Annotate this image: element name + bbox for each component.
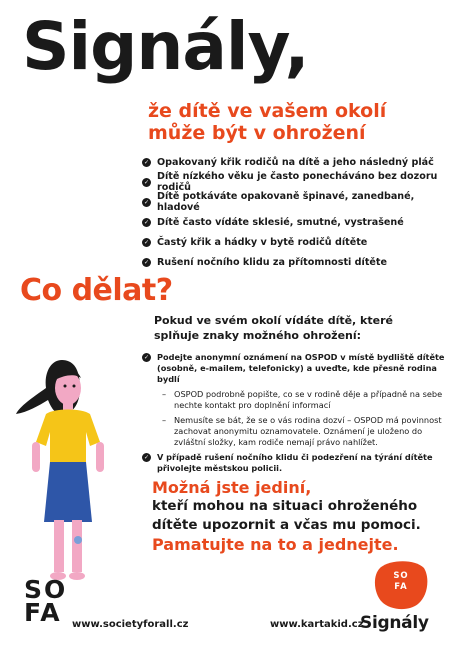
signs-list [142, 152, 454, 272]
list-item: ✓ Opakovaný křik rodičů na dítě a jeho následný pláč [143, 156, 434, 168]
closing-message [152, 478, 452, 554]
step-police [142, 452, 454, 474]
girl-illustration [10, 352, 140, 582]
list-item: – Nemusíte se bát, že se o vás rodina dozví – OSPOD má povinnost zachovat anonymitu oznamovatele. Oznámení je uloženo do zvláštní složky, kam rodiče nemají právo nahlížet. [162, 415, 442, 447]
url-societyforall[interactable]: www.societyforall.cz [72, 619, 189, 630]
steps [142, 352, 454, 474]
poster-subtitle: že dítě ve vašem okolí může být v ohrožení [148, 100, 387, 144]
sofa-badge-text: SO FA [393, 571, 409, 592]
what-to-do-lead: Pokud ve svém okolí vídáte dítě, které splňuje znaky možného ohrožení: [154, 314, 393, 342]
dash-glyph: – [162, 415, 167, 425]
dash-glyph: – [162, 389, 167, 399]
check-circle-icon: ✓ [143, 258, 150, 266]
step-police-text: V případě rušení nočního klidu či podezření na týrání dítěte přivolejte městskou policii. [157, 452, 433, 473]
list-item: ✓ Dítě často vídáte sklesié, smutné, vystrašené [143, 216, 404, 228]
poster-title: Signály, [22, 8, 309, 85]
closing-line-2: kteří mohou na situaci ohroženého dítěte upozornit a včas mu pomoci. [152, 498, 421, 533]
check-circle-icon: ✓ [143, 198, 150, 206]
closing-line-1: Možná jste jediní, [152, 478, 312, 497]
check-circle-icon: ✓ [143, 454, 150, 461]
list-item: ✓ Rušení nočního klidu za přítomnosti dítěte [143, 256, 388, 268]
signaly-brand: Signály [360, 613, 429, 633]
check-circle-icon: ✓ [143, 354, 150, 361]
url-kartakid[interactable]: www.kartakid.cz [270, 619, 364, 630]
step-report-details [162, 389, 454, 448]
step-report [142, 352, 454, 385]
check-circle-icon: ✓ [143, 178, 150, 186]
list-item: ✓ Dítě potkáváte opakovaně špinavé, zanedbané, hladové [143, 191, 415, 213]
check-circle-icon: ✓ [143, 238, 150, 246]
closing-line-3: Pamatujte na to a jednejte. [152, 535, 399, 554]
list-item: – OSPOD podrobně popište, co se v rodině děje a případně na sebe nechte kontakt pro doplnění informací [162, 389, 443, 410]
check-circle-icon: ✓ [143, 218, 150, 226]
what-to-do-heading: Co dělat? [20, 273, 173, 308]
step-report-text: Podejte anonymní oznámení na OSPOD v místě bydliště dítěte (osobně, e-mailem, telefonicky) a uveďte, kde přesně rodina bydlí [157, 352, 445, 384]
list-item: ✓ Dítě nízkého věku je často ponecháváno bez dozoru rodičů [143, 171, 438, 193]
list-item: ✓ Častý křik a hádky v bytě rodičů dítěte [143, 236, 368, 248]
check-circle-icon: ✓ [143, 158, 150, 166]
sofa-logo: SO FA [24, 575, 68, 627]
